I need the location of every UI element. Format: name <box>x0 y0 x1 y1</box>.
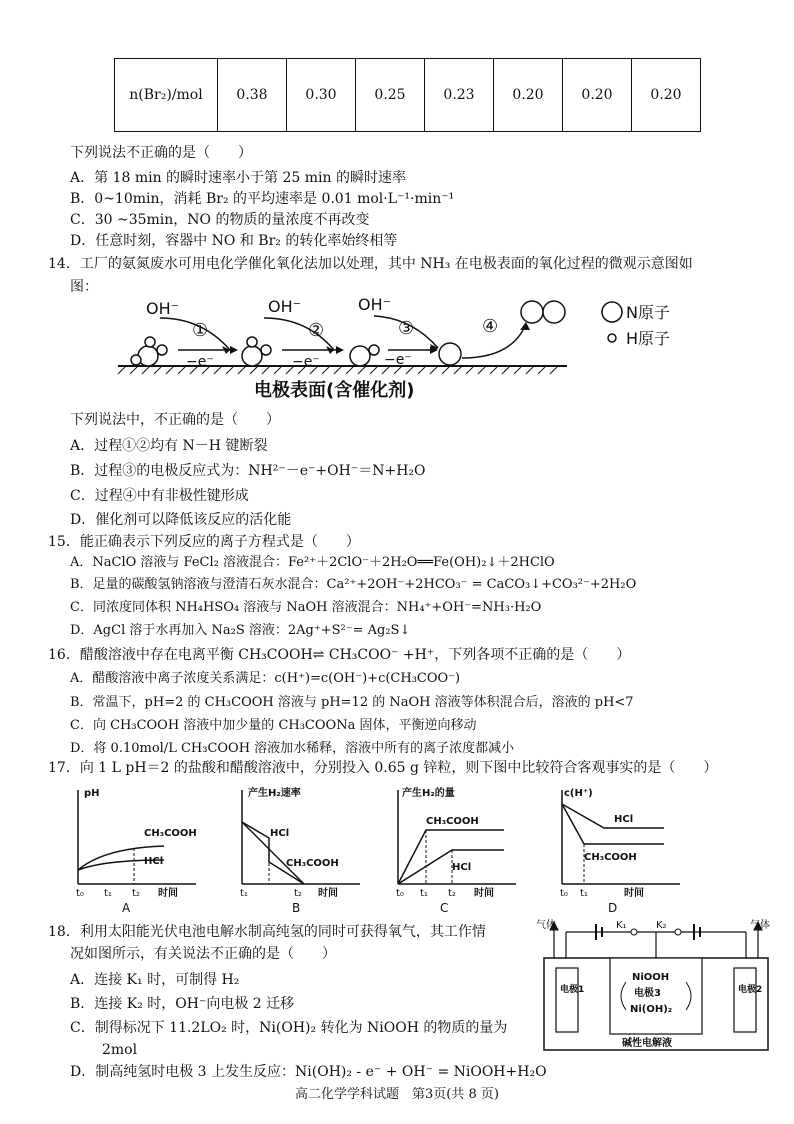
table-cell: 0.20 <box>494 59 563 132</box>
q13-stem: 下列说法不正确的是（ ） <box>70 145 252 161</box>
electrode-3-top: NiOOH <box>632 972 670 983</box>
table-header-cell: n(Br₂)/mol <box>115 59 218 132</box>
graph-c-bottom-label: HCl <box>452 862 472 873</box>
graph-d-t1: t₁ <box>580 888 588 899</box>
electrode-2-label: 电极2 <box>738 985 763 995</box>
graph-b-t2: t₂ <box>294 888 302 899</box>
graph-d-t0: t₀ <box>560 888 568 899</box>
oh-label-3: OH⁻ <box>358 295 392 314</box>
legend-n-atom: N原子 <box>626 303 670 322</box>
gas-label-left: 气体 <box>536 920 556 931</box>
q13-option-d: D．任意时刻，容器中 NO 和 Br₂ 的转化率始终相等 <box>70 233 398 249</box>
graph-c-t0: t₀ <box>396 888 404 899</box>
q16-stem: 16．醋酸溶液中存在电离平衡 CH₃COOH⇌ CH₃COO⁻ +H⁺，下列各项不正确的是（ ） <box>48 647 631 663</box>
graph-b-top-label: HCl <box>270 828 290 839</box>
q16-option-c: C．向 CH₃COOH 溶液中加少量的 CH₃COONa 固体，平衡逆向移动 <box>70 718 477 733</box>
br2-table <box>114 58 701 132</box>
graph-d-letter: D <box>608 901 618 915</box>
graph-a-ylabel: pH <box>84 788 100 799</box>
q13-option-a: A．第 18 min 的瞬时速率小于第 25 min 的瞬时速率 <box>70 170 406 186</box>
table-cell: 0.23 <box>425 59 494 132</box>
step-1-label: ① <box>192 320 209 341</box>
graph-c-letter: C <box>440 901 449 915</box>
graph-c-top-label: CH₃COOH <box>426 816 479 827</box>
q18-option-c-2: 2mol <box>102 1042 138 1058</box>
q14-stem-2: 图： <box>70 279 98 295</box>
graph-c-t2: t₂ <box>448 888 456 899</box>
graph-b-bottom-label: CH₃COOH <box>286 858 339 869</box>
graph-a-top-label: CH₃COOH <box>144 828 197 839</box>
q16-option-d: D．将 0.10mol/L CH₃COOH 溶液加水稀释，溶液中所有的离子浓度都减小 <box>70 741 515 756</box>
graph-b <box>240 786 360 915</box>
graph-d-xlabel: 时间 <box>624 888 644 899</box>
electron-label-3: −e⁻ <box>384 352 412 368</box>
graph-b-xlabel: 时间 <box>318 888 338 899</box>
q18-option-a: A．连接 K₁ 时，可制得 H₂ <box>70 972 240 988</box>
graph-a-t1: t₁ <box>104 888 112 899</box>
electron-label-2: −e⁻ <box>292 354 320 370</box>
q15-option-b: B．足量的碳酸氢钠溶液与澄清石灰水混合：Ca²⁺+2OH⁻+2HCO₃⁻ = CaCO₃↓+CO₃²⁻+2H₂O <box>70 577 637 592</box>
electrode-3-bottom: Ni(OH)₂ <box>630 1004 673 1015</box>
q18-stem-1: 18．利用太阳能光伏电池电解水制高纯氢的同时可获得氧气，其工作情 <box>48 924 486 940</box>
q18-option-c-1: C．制得标况下 11.2LO₂ 时，Ni(OH)₂ 转化为 NiOOH 的物质的量为 <box>70 1020 508 1036</box>
table-cell: 0.20 <box>563 59 632 132</box>
graph-b-ylabel: 产生H₂速率 <box>248 788 301 799</box>
oh-label-1: OH⁻ <box>146 299 180 318</box>
q14-option-d: D．催化剂可以降低该反应的活化能 <box>70 512 292 528</box>
q18-option-b: B．连接 K₂ 时，OH⁻向电极 2 迁移 <box>70 996 295 1012</box>
graph-a-xlabel: 时间 <box>158 888 178 899</box>
graph-a-t2: t₂ <box>132 888 140 899</box>
k2-label: K₂ <box>656 920 667 931</box>
q15-option-c: C．同浓度同体积 NH₄HSO₄ 溶液与 NaOH 溶液混合：NH₄⁺+OH⁻=NH₃·H₂O <box>70 600 542 615</box>
graph-d-bottom-label: CH₃COOH <box>584 852 637 863</box>
electrolyte-label: 碱性电解液 <box>622 1038 672 1049</box>
q16-option-b: B．常温下，pH=2 的 CH₃COOH 溶液与 pH=12 的 NaOH 溶液等体积混合后，溶液的 pH<7 <box>70 695 634 710</box>
k1-label: K₁ <box>616 920 627 931</box>
electrode-1-label: 电极1 <box>560 985 585 995</box>
table-cell: 0.25 <box>356 59 425 132</box>
legend-h-atom: H原子 <box>626 329 671 348</box>
q14-option-b: B．过程③的电极反应式为：NH²⁻－e⁻+OH⁻＝N+H₂O <box>70 463 426 479</box>
graph-a <box>76 788 197 915</box>
graph-a-letter: A <box>122 901 131 915</box>
electron-label-1: −e⁻ <box>186 354 214 370</box>
graph-b-t1: t₁ <box>240 888 248 899</box>
q15-option-a: A．NaClO 溶液与 FeCl₂ 溶液混合：Fe²⁺＋2ClO⁻＋2H₂O══Fe(OH)₂↓＋2HClO <box>70 555 555 570</box>
graph-d-ylabel: c(H⁺) <box>564 788 593 799</box>
q13-option-b: B．0~10min，消耗 Br₂ 的平均速率是 0.01 mol·L⁻¹·min⁻¹ <box>70 191 455 207</box>
graph-b-letter: B <box>292 901 301 915</box>
table-row <box>115 59 701 132</box>
step-3-label: ③ <box>398 318 415 339</box>
graph-d-top-label: HCl <box>614 814 634 825</box>
q14-stem-1: 14．工厂的氨氮废水可用电化学催化氧化法加以处理，其中 NH₃ 在电极表面的氧化过程的微观示意图如 <box>48 256 693 272</box>
graph-a-t0: t₀ <box>76 888 84 899</box>
step-4-label: ④ <box>482 316 499 337</box>
gas-label-right: 气体 <box>750 920 770 931</box>
q14-stem-3: 下列说法中，不正确的是（ ） <box>70 412 280 428</box>
graph-c <box>396 786 516 915</box>
graph-c-xlabel: 时间 <box>474 888 494 899</box>
graph-a-bottom-label: HCl <box>144 856 164 867</box>
electrode-3-label: 电极3 <box>634 988 661 999</box>
q18-option-d: D．制高纯氢时电极 3 上发生反应：Ni(OH)₂ - e⁻ + OH⁻ = NiOOH+H₂O <box>70 1064 547 1080</box>
electrode-surface-diagram <box>112 288 712 406</box>
q15-option-d: D．AgCl 溶于水再加入 Na₂S 溶液：2Ag⁺+S²⁻= Ag₂S↓ <box>70 623 411 638</box>
q17-stem: 17．向 1 L pH＝2 的盐酸和醋酸溶液中，分别投入 0.65 g 锌粒，则下图中比较符合客观事实的是（ ） <box>48 760 718 776</box>
q17-graphs <box>64 784 784 918</box>
electrolysis-diagram <box>536 918 776 1068</box>
surface-label: 电极表面(含催化剂) <box>254 380 415 401</box>
graph-c-t1: t₁ <box>420 888 428 899</box>
q15-stem: 15．能正确表示下列反应的离子方程式是（ ） <box>48 534 360 550</box>
oh-label-2: OH⁻ <box>268 297 302 316</box>
graph-d <box>560 788 680 915</box>
q16-option-a: A．醋酸溶液中离子浓度关系满足：c(H⁺)=c(OH⁻)+c(CH₃COO⁻) <box>70 671 461 686</box>
table-cell: 0.20 <box>632 59 701 132</box>
q13-option-c: C．30 ~35min，NO 的物质的量浓度不再改变 <box>70 212 370 228</box>
q14-option-a: A．过程①②均有 N－H 键断裂 <box>70 438 268 454</box>
table-cell: 0.38 <box>218 59 287 132</box>
step-2-label: ② <box>308 320 325 341</box>
page-footer: 高二化学学科试题 第3页(共 8 页) <box>295 1087 499 1102</box>
q14-option-c: C．过程④中有非极性键形成 <box>70 488 249 504</box>
graph-c-ylabel: 产生H₂的量 <box>402 788 455 799</box>
table-cell: 0.30 <box>287 59 356 132</box>
q18-stem-2: 况如图所示，有关说法不正确的是（ ） <box>70 946 336 962</box>
